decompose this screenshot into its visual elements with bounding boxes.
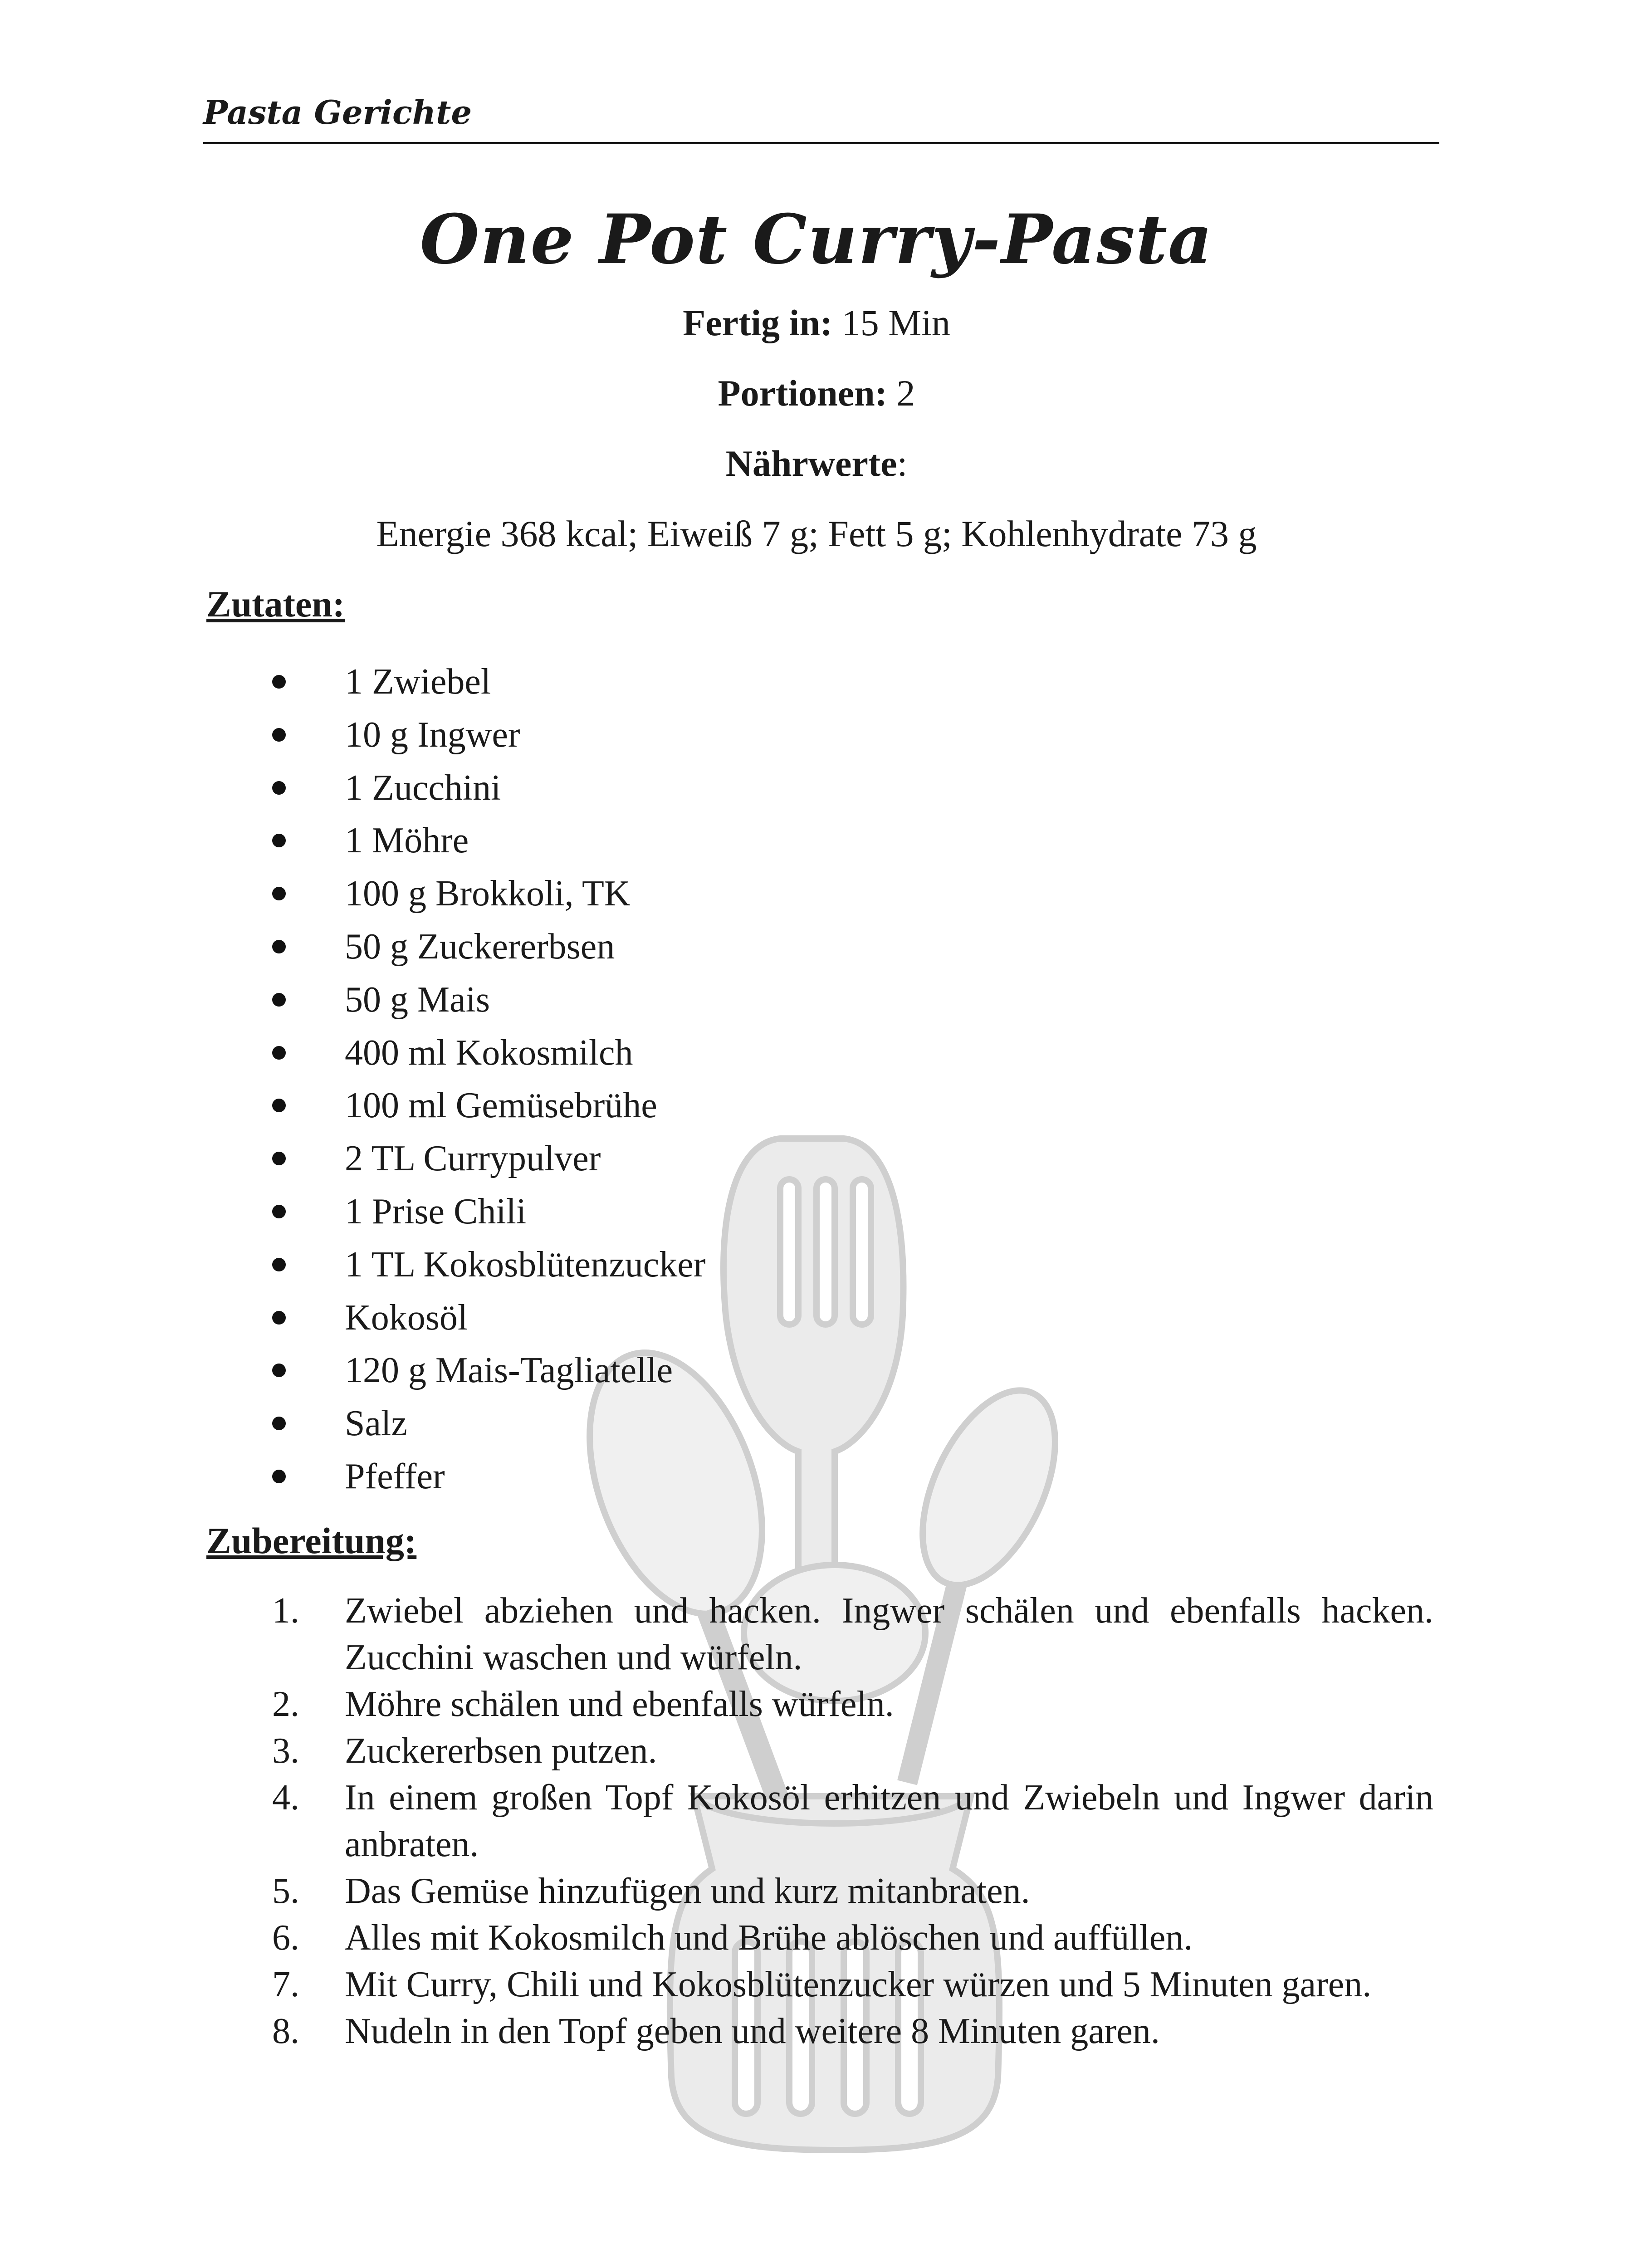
- ingredient-text: 10 g Ingwer: [345, 714, 520, 755]
- ingredient-item: [272, 973, 705, 1026]
- ingredient-text: 50 g Mais: [345, 979, 490, 1020]
- recipe-title: One Pot Curry-Pasta: [420, 200, 1213, 279]
- ingredient-item: [272, 1185, 705, 1238]
- step-text: Möhre schälen und ebenfalls würfeln.: [345, 1684, 894, 1724]
- bullet-icon: [272, 728, 286, 742]
- bullet-icon: [272, 1205, 286, 1218]
- bullet-icon: [272, 1311, 286, 1325]
- ingredient-item: [272, 867, 705, 920]
- step-text: Das Gemüse hinzufügen und kurz mitanbraten.: [345, 1871, 1030, 1911]
- step-text: In einem großen Topf Kokosöl erhitzen und Zwiebeln und Ingwer darin anbraten.: [345, 1778, 1433, 1864]
- nutrition-values: Energie 368 kcal; Eiweiß 7 g; Fett 5 g; Kohlenhydrate 73 g: [376, 513, 1257, 554]
- ingredient-text: 1 TL Kokosblütenzucker: [345, 1244, 706, 1285]
- ingredient-item: [272, 1026, 705, 1080]
- ingredient-item: [272, 1079, 705, 1132]
- step-item: [272, 1728, 1433, 1774]
- bullet-icon: [272, 781, 286, 795]
- steps-heading: Zubereitung:: [206, 1520, 417, 1561]
- ingredient-item: [272, 1344, 705, 1397]
- step-item: [272, 1868, 1433, 1915]
- bullet-icon: [272, 940, 286, 953]
- nutrition-colon: :: [897, 443, 908, 484]
- ingredient-item: [272, 762, 705, 815]
- ingredient-item: [272, 1450, 705, 1503]
- nutrition-heading: [0, 442, 1633, 485]
- ingredient-text: 1 Zwiebel: [345, 662, 491, 702]
- bullet-icon: [272, 887, 286, 900]
- bullet-icon: [272, 1152, 286, 1165]
- ingredient-text: Salz: [345, 1403, 407, 1444]
- ingredients-heading: Zutaten:: [206, 583, 345, 625]
- ready-time-label: Fertig in:: [683, 302, 833, 343]
- step-number: 1.: [272, 1591, 299, 1631]
- step-text: Nudeln in den Topf geben und weitere 8 Minuten garen.: [345, 2011, 1160, 2051]
- bullet-icon: [272, 1364, 286, 1377]
- ingredient-item: [272, 920, 705, 973]
- bullet-icon: [272, 675, 286, 689]
- ingredient-item: [272, 709, 705, 762]
- header-rule: [203, 142, 1439, 144]
- ingredient-item: [272, 1238, 705, 1291]
- ingredient-item: [272, 1291, 705, 1344]
- ingredient-item: [272, 655, 705, 709]
- ingredient-text: 100 ml Gemüsebrühe: [345, 1085, 657, 1126]
- bullet-icon: [272, 993, 286, 1007]
- steps-list: [272, 1588, 1433, 2055]
- ingredient-text: 50 g Zuckererbsen: [345, 926, 615, 967]
- step-number: 7.: [272, 1965, 299, 2004]
- servings-line: [0, 372, 1633, 415]
- ingredient-item: [272, 814, 705, 867]
- step-item: [272, 1961, 1433, 2008]
- running-header: Pasta Gerichte: [203, 93, 472, 132]
- ready-time-line: [0, 302, 1633, 344]
- bullet-icon: [272, 1099, 286, 1112]
- ingredient-text: 1 Möhre: [345, 821, 469, 861]
- step-item: [272, 1774, 1433, 1868]
- step-number: 2.: [272, 1684, 299, 1724]
- step-number: 3.: [272, 1731, 299, 1771]
- step-text: Zwiebel abziehen und hacken. Ingwer schälen und ebenfalls hacken. Zucchini waschen und würfeln.: [345, 1591, 1433, 1677]
- ingredient-text: 100 g Brokkoli, TK: [345, 874, 631, 914]
- step-number: 8.: [272, 2011, 299, 2051]
- step-item: [272, 1915, 1433, 1961]
- ingredient-item: [272, 1132, 705, 1185]
- bullet-icon: [272, 834, 286, 847]
- ingredient-text: 1 Zucchini: [345, 767, 501, 808]
- servings-value: 2: [887, 372, 915, 414]
- bullet-icon: [272, 1258, 286, 1271]
- step-text: Mit Curry, Chili und Kokosblütenzucker würzen und 5 Minuten garen.: [345, 1965, 1372, 2004]
- ingredient-text: 2 TL Currypulver: [345, 1139, 601, 1179]
- step-number: 6.: [272, 1918, 299, 1958]
- ingredient-text: 400 ml Kokosmilch: [345, 1032, 633, 1073]
- step-item: [272, 1588, 1433, 1681]
- bullet-icon: [272, 1417, 286, 1430]
- ingredient-item: [272, 1397, 705, 1450]
- step-number: 5.: [272, 1871, 299, 1911]
- step-item: [272, 1681, 1433, 1728]
- ingredients-list: [272, 655, 705, 1503]
- bullet-icon: [272, 1470, 286, 1483]
- step-text: Zuckererbsen putzen.: [345, 1731, 657, 1771]
- step-text: Alles mit Kokosmilch und Brühe ablöschen und auffüllen.: [345, 1918, 1193, 1958]
- ingredient-text: Kokosöl: [345, 1297, 468, 1338]
- step-item: [272, 2008, 1433, 2055]
- ingredient-text: 120 g Mais-Tagliatelle: [345, 1350, 673, 1391]
- ready-time-value: 15 Min: [832, 302, 950, 343]
- ingredient-text: 1 Prise Chili: [345, 1191, 527, 1232]
- bullet-icon: [272, 1046, 286, 1060]
- step-number: 4.: [272, 1778, 299, 1818]
- nutrition-label: Nährwerte: [725, 443, 897, 484]
- ingredient-text: Pfeffer: [345, 1456, 445, 1496]
- servings-label: Portionen:: [718, 372, 887, 414]
